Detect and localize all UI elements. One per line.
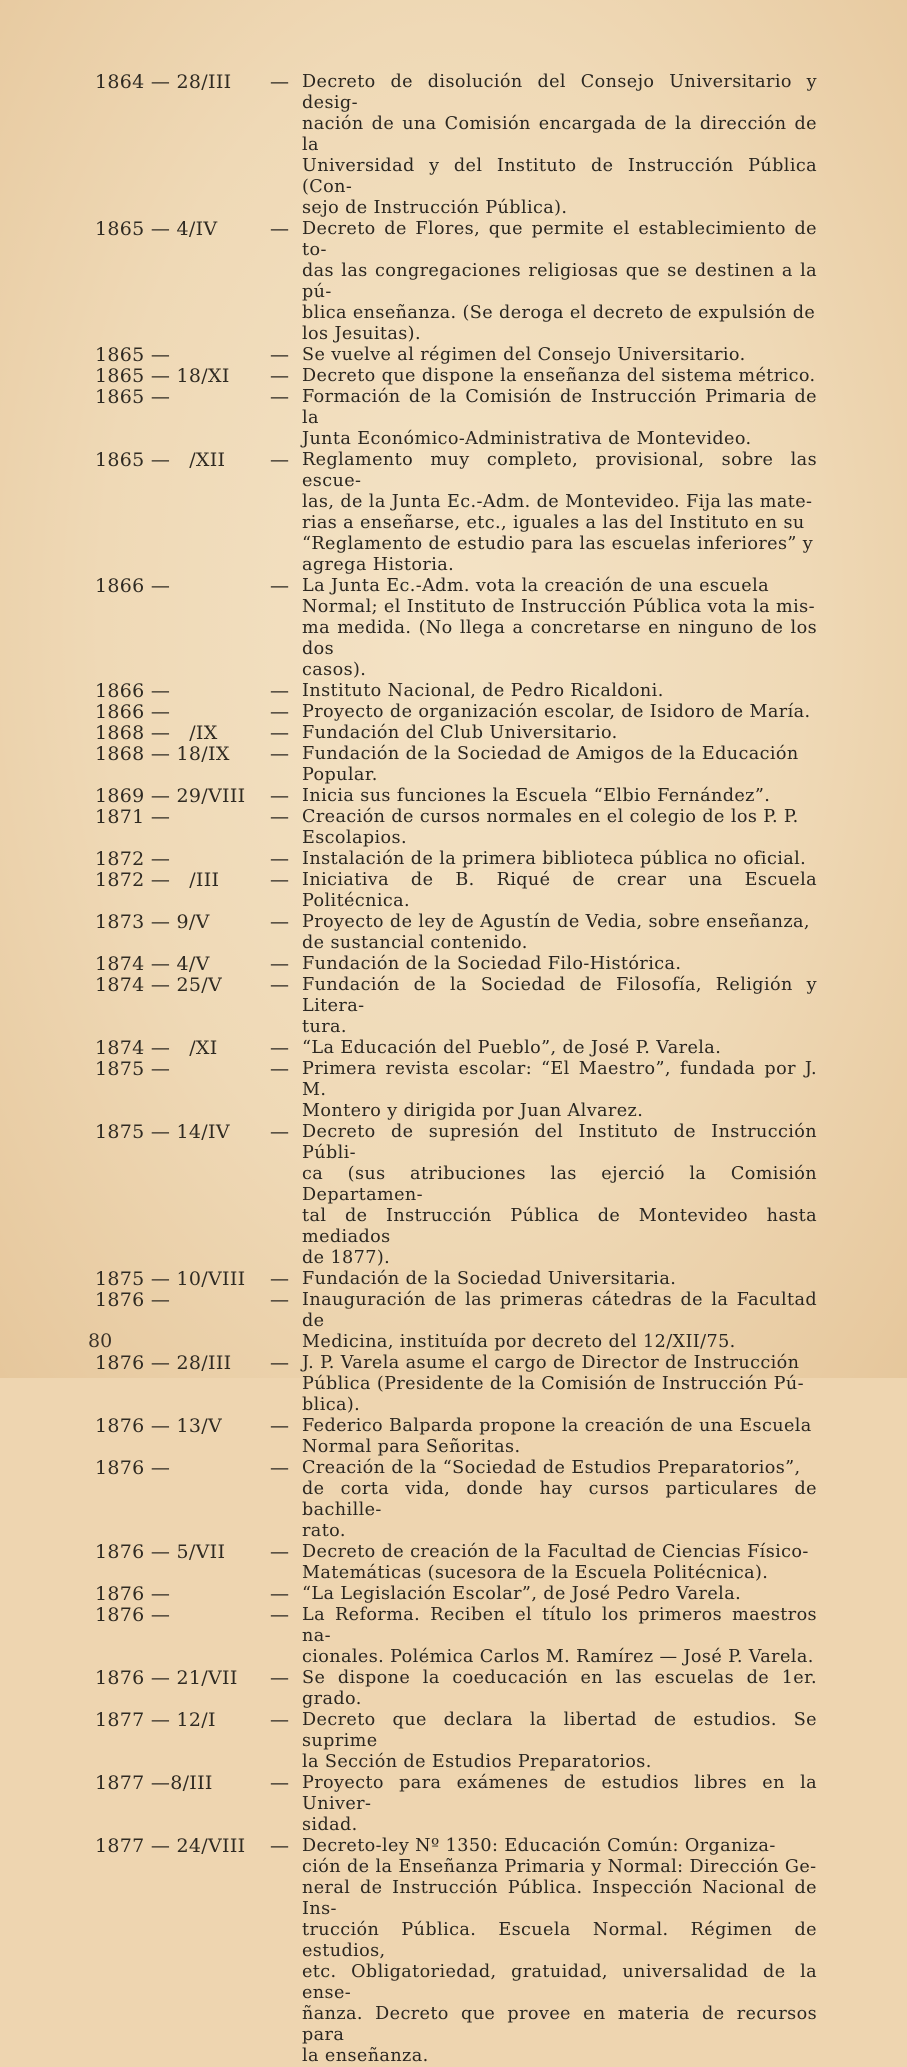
entry-text-line: Decreto de disolución del Consejo Universitario y desig- — [302, 72, 817, 113]
entry-text — [302, 1038, 817, 1059]
entry-text-line: Creación de cursos normales en el colegio de los P. P. — [302, 807, 799, 827]
entry-date: 1873 — 9/V — [95, 911, 210, 933]
chronology-entry — [0, 786, 907, 807]
chronology-entry — [0, 681, 907, 702]
entry-dash: — — [270, 1583, 289, 1605]
entry-text — [302, 576, 817, 681]
entry-date: 1876 — — [95, 1457, 171, 1479]
entry-dash: — — [270, 680, 289, 702]
entry-text-line: las, de la Junta Ec.-Adm. de Montevideo. Fija las mate- — [302, 492, 813, 512]
entry-text-line: Normal; el Instituto de Instrucción Pública vota la mis- — [302, 597, 815, 617]
entry-text — [302, 1059, 817, 1122]
entry-dash: — — [270, 743, 289, 765]
entry-text — [302, 1710, 817, 1773]
entry-text-line: La Junta Ec.-Adm. vota la creación de una escuela — [302, 576, 770, 596]
entry-text-line: Fundación de la Sociedad de Amigos de la Educación — [302, 744, 799, 764]
entry-text — [302, 219, 817, 345]
entry-text — [302, 912, 817, 954]
entry-text-line: la Sección de Estudios Preparatorios. — [302, 1752, 652, 1772]
entry-text-line: blica). — [302, 1395, 361, 1415]
entry-dash: — — [270, 1121, 289, 1143]
entry-text-line: neral de Instrucción Pública. Inspección Nacional de Ins- — [302, 1878, 817, 1919]
chronology-entry — [0, 1584, 907, 1605]
entry-date: 1868 — 18/IX — [95, 743, 230, 765]
entry-text-line: sidad. — [302, 1815, 358, 1835]
chronology-entry — [0, 450, 907, 576]
entry-text-line: la enseñanza. — [302, 2046, 429, 2066]
entry-text — [302, 366, 817, 387]
chronology-entry — [0, 702, 907, 723]
entry-text-line: Fundación del Club Universitario. — [302, 723, 618, 743]
entry-date: 1872 — — [95, 848, 171, 870]
chronology-entry — [0, 1059, 907, 1122]
entry-text-line: “La Legislación Escolar”, de José Pedro Varela. — [302, 1584, 742, 1604]
entry-dash: — — [270, 806, 289, 828]
entry-dash: — — [270, 344, 289, 366]
entry-dash: — — [270, 848, 289, 870]
entry-date: 1876 — — [95, 1604, 171, 1626]
entry-dash: — — [270, 386, 289, 408]
entry-text-line: Medicina, instituída por decreto del 12/XII/75. — [302, 1332, 736, 1352]
entry-date: 1865 — 18/XI — [95, 365, 230, 387]
entry-dash: — — [270, 1835, 289, 1857]
entry-text — [302, 1668, 817, 1710]
entry-text-line: blica enseñanza. (Se deroga el decreto de expulsión de — [302, 303, 816, 323]
entry-text — [302, 723, 817, 744]
chronology-entry — [0, 1269, 907, 1290]
entry-text — [302, 1584, 817, 1605]
entry-date: 1868 — /IX — [95, 722, 218, 744]
entry-text-line: Junta Económico-Administrativa de Montevideo. — [302, 429, 752, 449]
entry-dash: — — [270, 974, 289, 996]
chronology-entry — [0, 744, 907, 786]
entry-text-line: Inicia sus funciones la Escuela “Elbio Fernández”. — [302, 786, 771, 806]
chronology-entry — [0, 975, 907, 1038]
entry-text-line: los Jesuitas). — [302, 324, 421, 344]
entry-text-line: tal de Instrucción Pública de Montevideo hasta mediados — [302, 1206, 817, 1247]
entry-dash: — — [270, 71, 289, 93]
entry-text — [302, 849, 817, 870]
chronology-entry — [0, 1038, 907, 1059]
entry-date: 1876 — — [95, 1289, 171, 1311]
entry-dash: — — [270, 701, 289, 723]
entry-text-line: Decreto-ley Nº 1350: Educación Común: Organiza- — [302, 1836, 776, 1856]
entry-text — [302, 1542, 817, 1584]
entry-text-line: Se vuelve al régimen del Consejo Universitario. — [302, 345, 746, 365]
entry-text-line: J. P. Varela asume el cargo de Director de Instrucción — [302, 1353, 800, 1373]
entry-dash: — — [270, 911, 289, 933]
entry-text-line: Creación de la “Sociedad de Estudios Preparatorios”, — [302, 1458, 801, 1478]
entry-text-line: rias a enseñarse, etc., iguales a las del Instituto en su — [302, 513, 805, 533]
entry-text-line: Decreto de supresión del Instituto de Instrucción Públi- — [302, 1122, 817, 1163]
entry-date: 1864 — 28/III — [95, 71, 232, 93]
entry-text-line: agrega Historia. — [302, 555, 455, 575]
entry-text — [302, 1836, 817, 2067]
entry-dash: — — [270, 1772, 289, 1794]
entry-text-line: cionales. Polémica Carlos M. Ramírez — José P. Varela. — [302, 1647, 814, 1667]
entry-date: 1866 — — [95, 575, 171, 597]
entry-text-line: ma medida. (No llega a concretarse en ninguno de los dos — [302, 618, 817, 659]
entry-text-line: Se dispone la coeducación en las escuelas de 1er. grado. — [302, 1668, 817, 1709]
entry-text-line: de sustancial contenido. — [302, 933, 528, 953]
chronology-entry — [0, 1458, 907, 1542]
entry-text-line: etc. Obligatoriedad, gratuidad, universalidad de la ense- — [302, 1962, 817, 2003]
entry-date: 1875 — 10/VIII — [95, 1268, 246, 1290]
entry-text-line: tura. — [302, 1017, 347, 1037]
entry-text — [302, 681, 817, 702]
chronology-entry — [0, 1605, 907, 1668]
chronology-entry — [0, 1542, 907, 1584]
entry-date: 1874 — /XI — [95, 1037, 218, 1059]
chronology-entry — [0, 807, 907, 849]
entry-dash: — — [270, 1415, 289, 1437]
chronology-entry — [0, 1710, 907, 1773]
entry-dash: — — [270, 1268, 289, 1290]
entry-text-line: Decreto de Flores, que permite el establecimiento de to- — [302, 219, 817, 260]
entry-dash: — — [270, 1541, 289, 1563]
entry-date: 1876 — 28/III — [95, 1352, 232, 1374]
entry-text — [302, 1290, 817, 1353]
entry-text — [302, 786, 817, 807]
entry-text-line: Normal para Señoritas. — [302, 1437, 521, 1457]
entry-date: 1875 — — [95, 1058, 171, 1080]
entry-text-line: Decreto que dispone la enseñanza del sistema métrico. — [302, 366, 816, 386]
entry-date: 1865 — — [95, 344, 171, 366]
entry-text-line: Primera revista escolar: “El Maestro”, fundada por J. M. — [302, 1059, 817, 1100]
entry-text — [302, 1269, 817, 1290]
entry-dash: — — [270, 218, 289, 240]
entry-text-line: Decreto que declara la libertad de estudios. Se suprime — [302, 1710, 817, 1751]
entry-text-line: de 1877). — [302, 1248, 391, 1268]
chronology-entry — [0, 849, 907, 870]
entry-dash: — — [270, 1667, 289, 1689]
entry-dash: — — [270, 785, 289, 807]
entry-text-line: das las congregaciones religiosas que se destinen a la pú- — [302, 261, 817, 302]
entry-dash: — — [270, 722, 289, 744]
chronology-entry — [0, 1122, 907, 1269]
entry-text-line: Proyecto de organización escolar, de Isidoro de María. — [302, 702, 811, 722]
entry-text-line: Proyecto para exámenes de estudios libres en la Univer- — [302, 1773, 817, 1814]
entry-date: 1876 — 5/VII — [95, 1541, 226, 1563]
chronology-entry — [0, 1353, 907, 1416]
entry-text-line: casos). — [302, 660, 367, 680]
entry-text-line: Formación de la Comisión de Instrucción Primaria de la — [302, 387, 817, 428]
entry-date: 1865 — — [95, 386, 171, 408]
entry-text-line: Montero y dirigida por Juan Alvarez. — [302, 1101, 644, 1121]
entry-text-line: Reglamento muy completo, provisional, sobre las escue- — [302, 450, 817, 491]
entry-text — [302, 975, 817, 1038]
entry-text-line: La Reforma. Reciben el título los primeros maestros na- — [302, 1605, 817, 1646]
entry-text-line: rato. — [302, 1521, 346, 1541]
entry-date: 1869 — 29/VIII — [95, 785, 246, 807]
chronology-entry — [0, 387, 907, 450]
entry-text-line: Fundación de la Sociedad Filo-Histórica. — [302, 954, 682, 974]
entry-text — [302, 870, 817, 912]
chronology-entry — [0, 219, 907, 345]
chronology-entry — [0, 345, 907, 366]
chronology-entry — [0, 723, 907, 744]
entry-date: 1866 — — [95, 680, 171, 702]
entry-text-line: sejo de Instrucción Pública). — [302, 198, 568, 218]
entry-date: 1876 — 21/VII — [95, 1667, 238, 1689]
entry-dash: — — [270, 869, 289, 891]
chronology-entry — [0, 1290, 907, 1353]
entry-date: 1871 — — [95, 806, 171, 828]
entry-dash: — — [270, 1457, 289, 1479]
entry-text-line: Federico Balparda propone la creación de una Escuela — [302, 1416, 812, 1436]
entry-dash: — — [270, 1352, 289, 1374]
entry-dash: — — [270, 575, 289, 597]
chronology-entry — [0, 870, 907, 912]
entry-date: 1865 — 4/IV — [95, 218, 218, 240]
entry-text-line: Decreto de creación de la Facultad de Ciencias Físico- — [302, 1542, 809, 1562]
entry-text-line: de corta vida, donde hay cursos particulares de bachille- — [302, 1479, 817, 1520]
entry-text-line: Instalación de la primera biblioteca pública no oficial. — [302, 849, 807, 869]
chronology-entry — [0, 72, 907, 219]
chronology-entry — [0, 1773, 907, 1836]
entry-date: 1876 — 13/V — [95, 1415, 223, 1437]
chronology-entry — [0, 1416, 907, 1458]
entry-date: 1877 — 12/I — [95, 1709, 216, 1731]
entry-text — [302, 1416, 817, 1458]
entry-text-line: Proyecto de ley de Agustín de Vedia, sobre enseñanza, — [302, 912, 810, 932]
entry-text-line: “La Educación del Pueblo”, de José P. Varela. — [302, 1038, 722, 1058]
entry-text — [302, 1458, 817, 1542]
entry-dash: — — [270, 1604, 289, 1626]
entry-text — [302, 345, 817, 366]
entry-text — [302, 702, 817, 723]
entry-dash: — — [270, 953, 289, 975]
entry-text — [302, 1605, 817, 1668]
entry-text — [302, 1773, 817, 1836]
entry-date: 1866 — — [95, 701, 171, 723]
entry-text-line: ñanza. Decreto que provee en materia de recursos para — [302, 2004, 817, 2045]
entry-date: 1874 — 25/V — [95, 974, 223, 996]
entry-text — [302, 1353, 817, 1416]
entry-text-line: Iniciativa de B. Riqué de crear una Escuela Politécnica. — [302, 870, 817, 911]
entry-date: 1877 —8/III — [95, 1772, 213, 1794]
entry-text-line: trucción Pública. Escuela Normal. Régimen de estudios, — [302, 1920, 817, 1961]
entry-text — [302, 72, 817, 219]
entry-text-line: Pública (Presidente de la Comisión de Instrucción Pú- — [302, 1374, 804, 1394]
entry-text-line: Fundación de la Sociedad Universitaria. — [302, 1269, 677, 1289]
chronology-entry — [0, 1836, 907, 2067]
entry-dash: — — [270, 1709, 289, 1731]
entry-dash: — — [270, 1058, 289, 1080]
entry-text — [302, 954, 817, 975]
entry-text-line: “Reglamento de estudio para las escuelas inferiores” y — [302, 534, 814, 554]
entry-text-line: Popular. — [302, 765, 378, 785]
entry-text-line: Instituto Nacional, de Pedro Ricaldoni. — [302, 681, 664, 701]
chronology-entry — [0, 954, 907, 975]
entry-text — [302, 807, 817, 849]
entry-text-line: Fundación de la Sociedad de Filosofía, Religión y Litera- — [302, 975, 817, 1016]
entry-text-line: Matemáticas (sucesora de la Escuela Politécnica). — [302, 1563, 769, 1583]
entry-dash: — — [270, 1037, 289, 1059]
entry-text — [302, 1122, 817, 1269]
chronology-list — [0, 72, 907, 2067]
entry-text — [302, 744, 817, 786]
chronology-entry — [0, 1668, 907, 1710]
entry-text — [302, 387, 817, 450]
entry-date: 1876 — — [95, 1583, 171, 1605]
chronology-entry — [0, 912, 907, 954]
entry-dash: — — [270, 1289, 289, 1311]
entry-text — [302, 450, 817, 576]
entry-text-line: ción de la Enseñanza Primaria y Normal: Dirección Ge- — [302, 1857, 817, 1877]
entry-text-line: ca (sus atribuciones las ejerció la Comisión Departamen- — [302, 1164, 817, 1205]
entry-text-line: Universidad y del Instituto de Instrucción Pública (Con- — [302, 156, 817, 197]
entry-date: 1865 — /XII — [95, 449, 226, 471]
entry-date: 1872 — /III — [95, 869, 220, 891]
entry-text-line: Inauguración de las primeras cátedras de la Facultad de — [302, 1290, 817, 1331]
chronology-entry — [0, 366, 907, 387]
page-number: 80 — [88, 1330, 113, 1352]
entry-text-line: Escolapios. — [302, 828, 407, 848]
entry-dash: — — [270, 449, 289, 471]
entry-date: 1875 — 14/IV — [95, 1121, 230, 1143]
entry-date: 1874 — 4/V — [95, 953, 210, 975]
entry-date: 1877 — 24/VIII — [95, 1835, 246, 1857]
chronology-entry — [0, 576, 907, 681]
entry-text-line: nación de una Comisión encargada de la dirección de la — [302, 114, 817, 155]
entry-dash: — — [270, 365, 289, 387]
